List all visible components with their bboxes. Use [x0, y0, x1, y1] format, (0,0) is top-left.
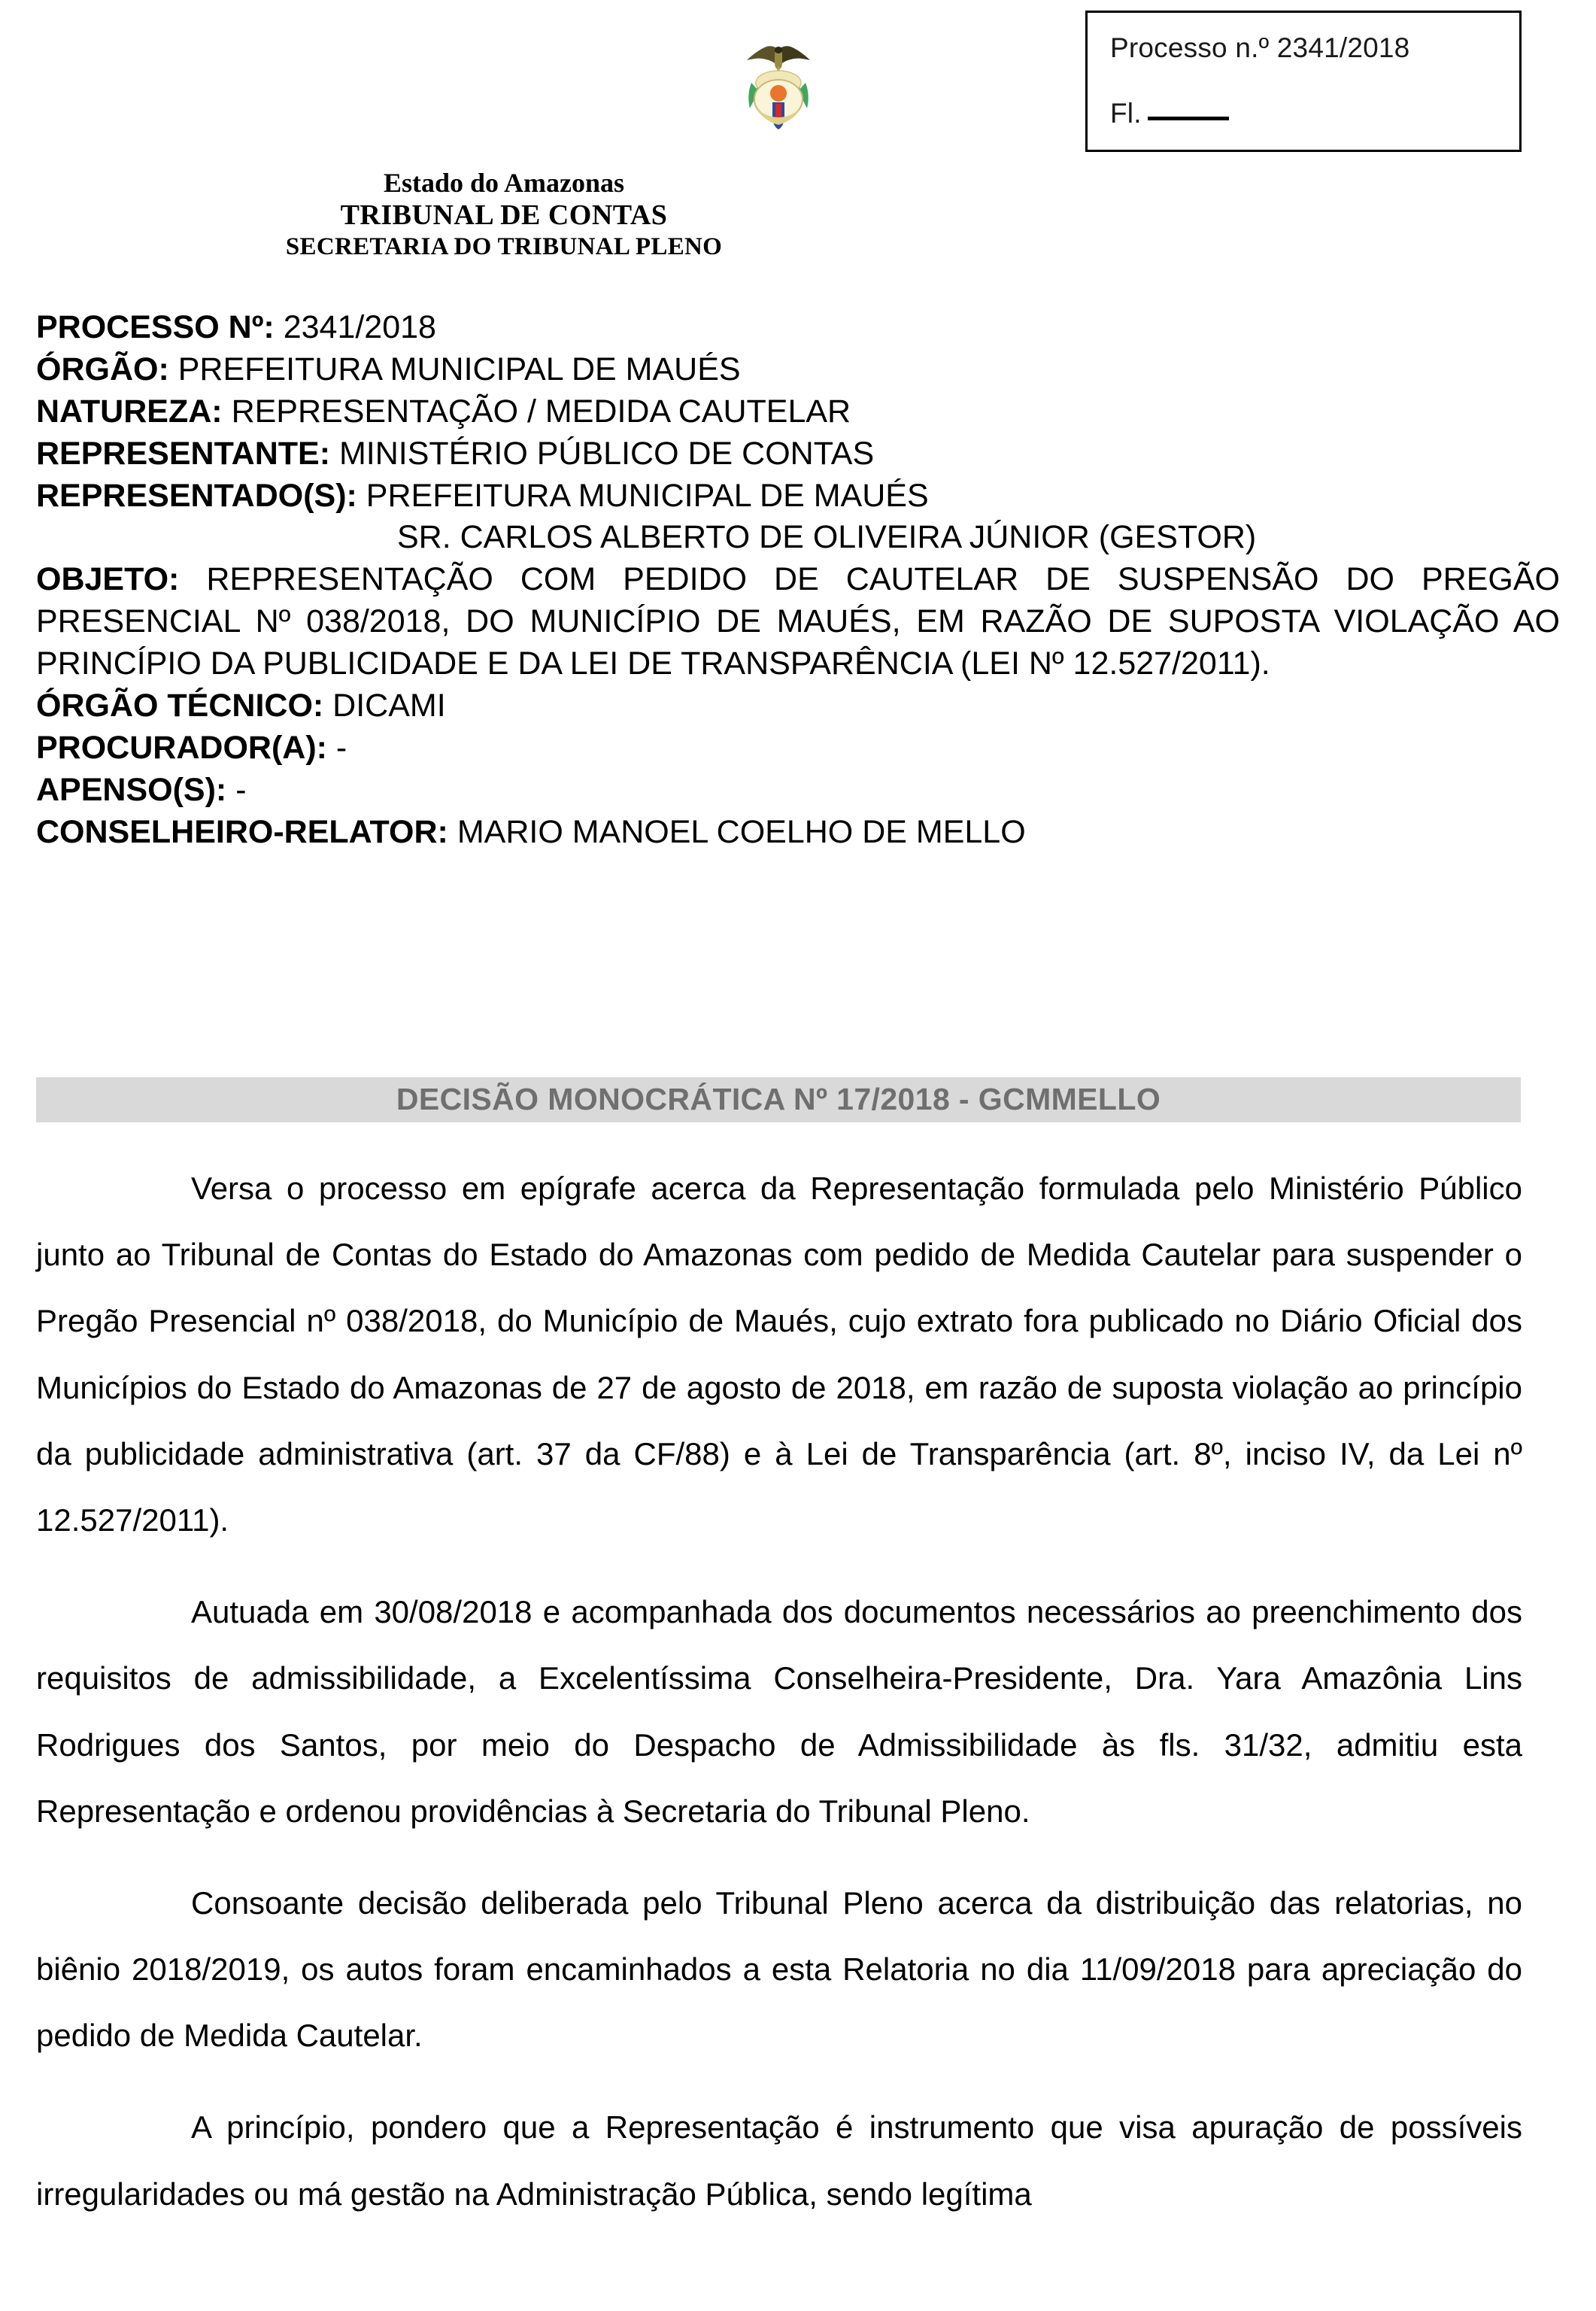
representante-label: REPRESENTANTE:	[36, 435, 331, 472]
metadata-row-procurador	[36, 727, 1560, 770]
institution-header	[0, 167, 1008, 262]
metadata-row-representado	[36, 475, 1560, 518]
metadata-row-orgao	[36, 349, 1560, 391]
central-shield	[754, 71, 803, 129]
header-state-name: Estado do Amazonas	[383, 168, 625, 198]
apenso-value: -	[235, 771, 247, 808]
orgao-value: PREFEITURA MUNICIPAL DE MAUÉS	[178, 351, 741, 387]
folio-label: Fl.	[1110, 98, 1142, 129]
processo-label: PROCESSO Nº:	[36, 309, 275, 345]
objeto-label: OBJETO:	[36, 561, 180, 598]
header-secretariat-name: SECRETARIA DO TRIBUNAL PLENO	[285, 233, 723, 261]
metadata-row-apenso	[36, 770, 1560, 812]
procurador-value: -	[335, 729, 347, 766]
decision-title-bar	[36, 1077, 1521, 1122]
representado-value-secondary: SR. CARLOS ALBERTO DE OLIVEIRA JÚNIOR (GESTOR)	[397, 519, 1257, 556]
folio-line	[1110, 99, 1519, 127]
objeto-value: REPRESENTAÇÃO COM PEDIDO DE CAUTELAR DE SUSPENSÃO DO PREGÃO PRESENCIAL Nº 038/2018, DO MUNICÍPIO DE MAUÉS, EM RAZÃO DE SUPOSTA VIOLAÇÃO AO PRINCÍPIO DA PUBLICIDADE E DA LEI DE TRANSPARÊNCIA (LEI Nº 12.527/2011).	[36, 561, 1560, 682]
body-paragraph: A princípio, pondero que a Representação é instrumento que visa apuração de possíveis irregularidades ou má gestão na Administração Pública, sendo legítima	[36, 2109, 1522, 2212]
body-paragraph: Consoante decisão deliberada pelo Tribunal Pleno acerca da distribuição das relatorias, no biênio 2018/2019, os autos foram encaminhados a esta Relatoria no dia 11/09/2018 para apreciação do pedido de Medida Cautelar.	[36, 1884, 1522, 2054]
metadata-row-relator	[36, 812, 1560, 854]
representado-value: PREFEITURA MUNICIPAL DE MAUÉS	[366, 477, 929, 514]
natureza-label: NATUREZA:	[36, 393, 223, 430]
procurador-label: PROCURADOR(A):	[36, 729, 327, 766]
relator-value: MARIO MANOEL COELHO DE MELLO	[457, 813, 1026, 850]
body-paragraph: Versa o processo em epígrafe acerca da Representação formulada pelo Ministério Público junto ao Tribunal de Contas do Estado do Amazonas com pedido de Medida Cautelar para suspender o Pregão Presencial nº 038/2018, do Município de Maués, cujo extrato fora publicado no Diário Oficial dos Municípios do Estado do Amazonas de 27 de agosto de 2018, em razão de suposta violação ao princípio da publicidade administrativa (art. 37 da CF/88) e à Lei de Transparência (art. 8º, inciso IV, da Lei nº 12.527/2011).	[36, 1171, 1522, 1538]
metadata-row-objeto	[36, 559, 1560, 685]
apenso-label: APENSO(S):	[36, 771, 227, 808]
relator-label: CONSELHEIRO-RELATOR:	[36, 813, 448, 850]
metadata-row-processo	[36, 307, 1560, 349]
metadata-row-orgao-tecnico	[36, 685, 1560, 727]
decision-body	[36, 1156, 1522, 2227]
metadata-row-representante	[36, 433, 1560, 475]
amazonas-coat-of-arms-icon	[733, 24, 824, 129]
process-number-box	[1085, 11, 1522, 152]
metadata-row-representado-secondary	[36, 517, 1560, 559]
folio-blank-line	[1148, 117, 1229, 120]
orgao-tecnico-value: DICAMI	[332, 688, 446, 724]
processo-value: 2341/2018	[283, 309, 436, 345]
representado-label: REPRESENTADO(S):	[36, 477, 357, 514]
representante-value: MINISTÉRIO PÚBLICO DE CONTAS	[338, 435, 875, 472]
decision-title: DECISÃO MONOCRÁTICA Nº 17/2018 - GCMMELLO	[396, 1081, 1161, 1116]
process-number-label: Processo n.º 2341/2018	[1110, 32, 1410, 63]
orgao-label: ÓRGÃO:	[36, 351, 169, 387]
natureza-value: REPRESENTAÇÃO / MEDIDA CAUTELAR	[231, 393, 851, 430]
header-court-name: TRIBUNAL DE CONTAS	[340, 199, 668, 232]
metadata-row-natureza	[36, 391, 1560, 433]
case-metadata-block	[36, 307, 1560, 854]
orgao-tecnico-label: ÓRGÃO TÉCNICO:	[36, 688, 324, 724]
body-paragraph: Autuada em 30/08/2018 e acompanhada dos documentos necessários ao preenchimento dos requisitos de admissibilidade, a Excelentíssima Conselheira-Presidente, Dra. Yara Amazônia Lins Rodrigues dos Santos, por meio do Despacho de Admissibilidade às fls. 31/32, admitiu esta Representação e ordenou providências à Secretaria do Tribunal Pleno.	[36, 1594, 1522, 1829]
